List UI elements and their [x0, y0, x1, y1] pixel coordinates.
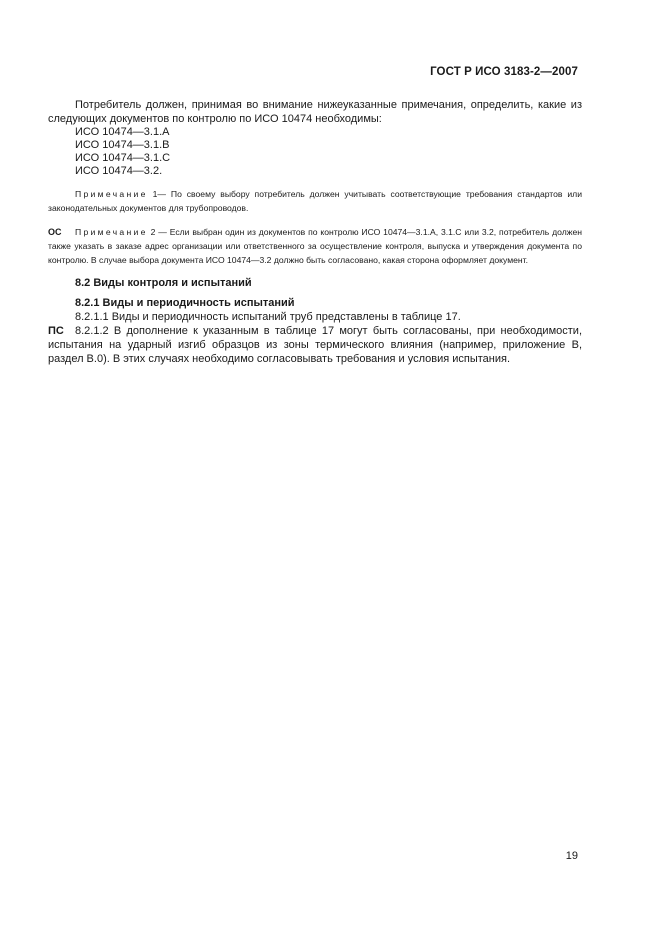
paragraph-8-2-1-2-text: 8.2.1.2 В дополнение к указанным в таблице 17 могут быть согласованы, при необходимости, испытания на ударный изгиб образцов из зоны термического влияния (например, приложение B, раздел B.0). В этих случаях необходимо согласовывать требования и условия испытания.	[48, 325, 582, 365]
note-2-label: Примечание	[75, 227, 148, 237]
document-item: ИСО 10474—3.1.C	[75, 152, 171, 164]
document-item: ИСО 10474—3.2.	[75, 165, 163, 177]
note-2-text: Если выбран один из документов по контролю ИСО 10474—3.1.A, 3.1.C или 3.2, потребитель должен также указать в заказе адрес организации или ответственного за осуществление контроля, выпуска и утверждения документа по контролю. В случае выбора документа ИСО 10474—3.2 должно быть согласовано, какая сторона оформляет документ.	[48, 227, 582, 265]
paragraph-8-2-1-2	[48, 324, 582, 366]
section-heading-8-2-1: 8.2.1 Виды и периодичность испытаний	[75, 297, 295, 309]
intro-paragraph: Потребитель должен, принимая во внимание нижеуказанные примечания, определить, какие из следующих документов по контролю по ИСО 10474 необходимы:	[48, 99, 582, 125]
document-header: ГОСТ Р ИСО 3183-2—2007	[430, 66, 578, 78]
section-heading-8-2: 8.2 Виды контроля и испытаний	[75, 277, 252, 289]
document-list	[48, 126, 582, 178]
note-1-text: По своему выбору потребитель должен учитывать соответствующие требования стандартов или законодательных документов для трубопроводов.	[48, 189, 582, 213]
note-2	[48, 225, 582, 267]
document-item: ИСО 10474—3.1.B	[75, 139, 170, 151]
note-1-label: Примечание	[75, 189, 148, 199]
page-content	[48, 98, 582, 366]
document-item: ИСО 10474—3.1.A	[75, 126, 170, 138]
note-2-number: 2 —	[147, 227, 167, 237]
note-1	[48, 187, 582, 215]
page-number: 19	[565, 850, 578, 862]
paragraph-8-2-1-1: 8.2.1.1 Виды и периодичность испытаний труб представлены в таблице 17.	[75, 311, 461, 323]
note-2-marker: ОС	[48, 227, 62, 237]
paragraph-8-2-1-2-marker: ПС	[48, 325, 64, 337]
note-1-number: 1—	[152, 189, 167, 199]
